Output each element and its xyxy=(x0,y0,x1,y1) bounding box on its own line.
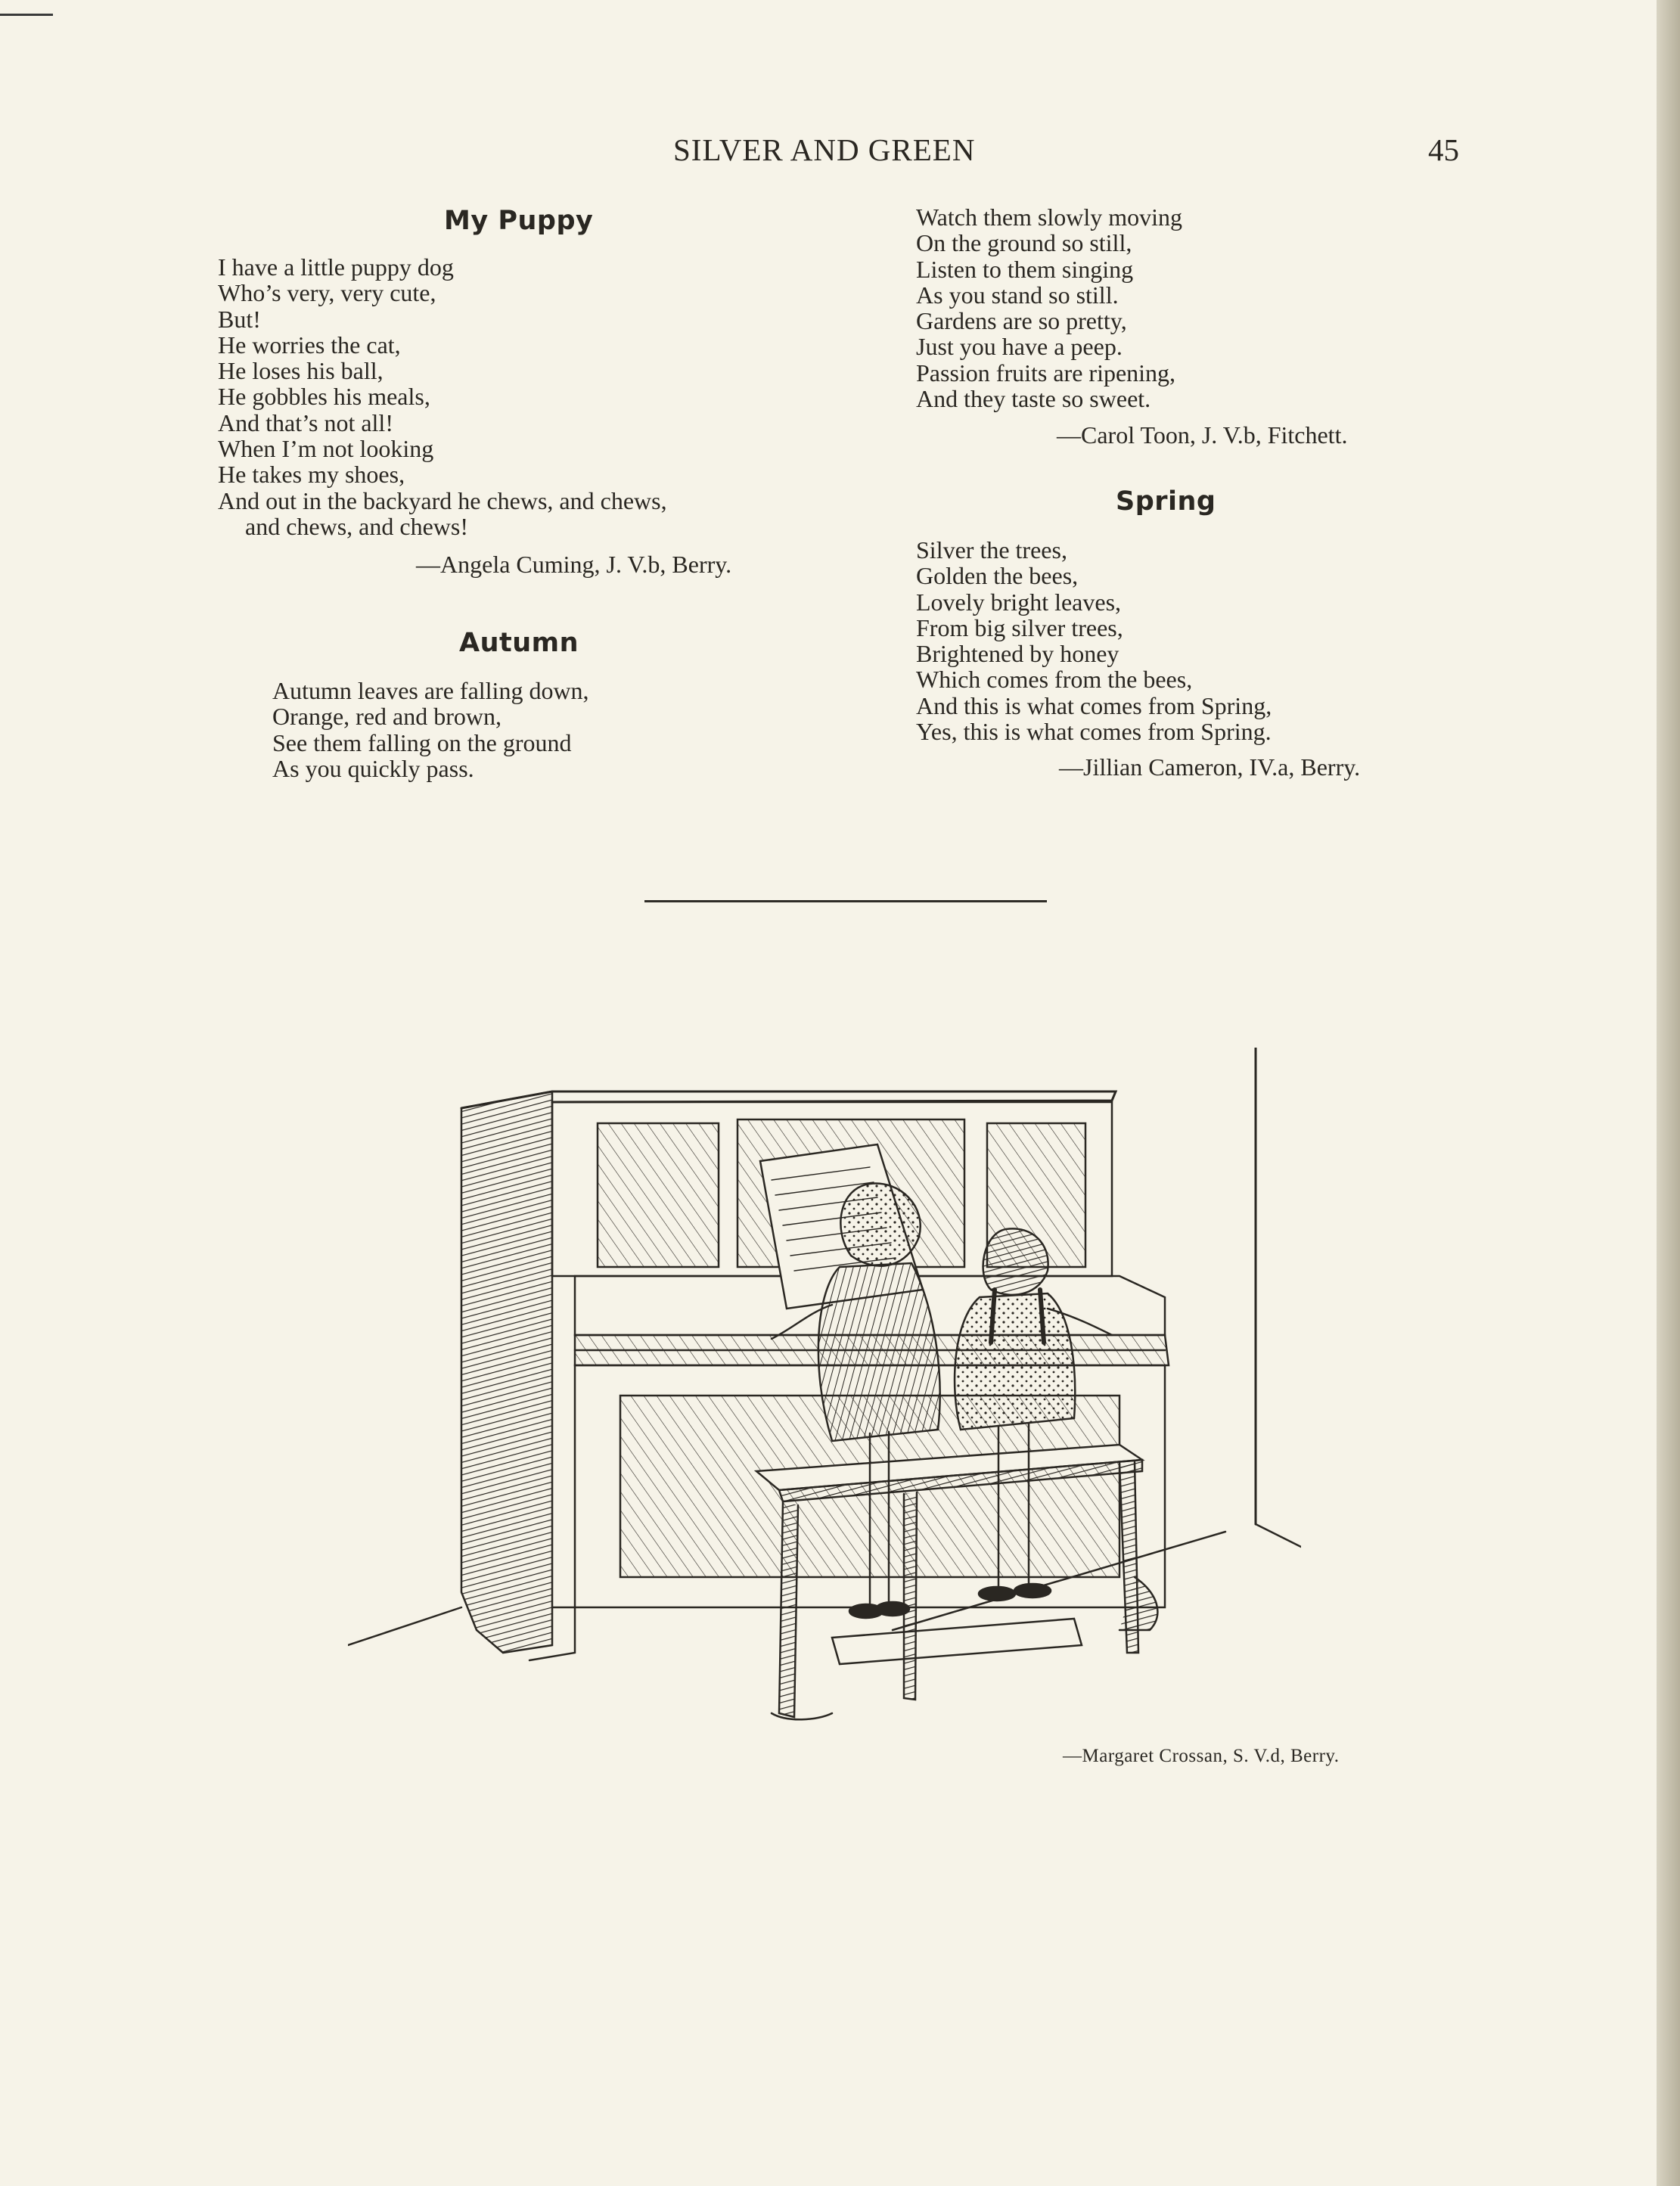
poem-line: As you stand so still. xyxy=(916,281,1119,309)
poem-line: As you quickly pass. xyxy=(272,754,474,782)
poem-line: He loses his ball, xyxy=(218,357,384,385)
scan-corner-mark xyxy=(0,14,53,16)
piano-illustration xyxy=(348,1048,1301,1744)
poem-line: Orange, red and brown, xyxy=(272,703,502,731)
poem-line: Silver the trees, xyxy=(916,536,1067,564)
poem-autumn-continued xyxy=(916,204,1182,411)
section-divider xyxy=(644,900,1047,902)
poem-autumn xyxy=(272,678,589,781)
poem-line: Just you have a peep. xyxy=(916,333,1123,361)
poem-line: Which comes from the bees, xyxy=(916,666,1193,694)
poem-title-spring: Spring xyxy=(1116,486,1216,517)
poem-line: Lovely bright leaves, xyxy=(916,588,1122,616)
poem-line: Gardens are so pretty, xyxy=(916,307,1127,335)
poem-line: He worries the cat, xyxy=(218,331,401,359)
page-number: 45 xyxy=(1428,132,1459,167)
poem-line: Yes, this is what comes from Spring. xyxy=(916,718,1272,746)
poem-line: And this is what comes from Spring, xyxy=(916,691,1272,719)
poem-my-puppy xyxy=(218,254,667,539)
poem-line: And they taste so sweet. xyxy=(916,385,1151,413)
poem-line: I have a little puppy dog xyxy=(218,253,454,281)
poem-line: Brightened by honey xyxy=(916,640,1119,668)
poem-credit-autumn: —Carol Toon, J. V.b, Fitchett. xyxy=(1057,421,1348,449)
poem-credit-spring: —Jillian Cameron, IV.a, Berry. xyxy=(1059,753,1361,781)
poem-credit-my-puppy: —Angela Cuming, J. V.b, Berry. xyxy=(416,551,732,578)
poem-line: But! xyxy=(218,305,261,333)
poem-line: and chews, and chews! xyxy=(245,512,468,540)
illustration-credit: —Margaret Crossan, S. V.d, Berry. xyxy=(1063,1746,1340,1766)
poem-line: Passion fruits are ripening, xyxy=(916,359,1176,387)
poem-line: Watch them slowly moving xyxy=(916,203,1183,231)
poem-line: Who’s very, very cute, xyxy=(218,279,436,307)
poem-line: Listen to them singing xyxy=(916,255,1134,283)
poem-spring xyxy=(916,537,1272,744)
page-gutter-shadow xyxy=(1657,0,1680,2186)
running-title: SILVER AND GREEN xyxy=(673,132,976,167)
poem-title-autumn: Autumn xyxy=(459,628,579,658)
poem-line: When I’m not looking xyxy=(218,435,434,463)
poem-line: Autumn leaves are falling down, xyxy=(272,677,589,704)
poem-line: On the ground so still, xyxy=(916,229,1132,257)
poem-line: See them falling on the ground xyxy=(272,728,572,756)
poem-line: Golden the bees, xyxy=(916,562,1079,590)
poem-line: From big silver trees, xyxy=(916,613,1123,641)
poem-line: And that’s not all! xyxy=(218,408,393,436)
poem-title-my-puppy: My Puppy xyxy=(444,206,594,236)
poem-line: He gobbles his meals, xyxy=(218,383,430,411)
poem-line: And out in the backyard he chews, and chews, xyxy=(218,486,667,514)
poem-line: He takes my shoes, xyxy=(218,461,405,489)
